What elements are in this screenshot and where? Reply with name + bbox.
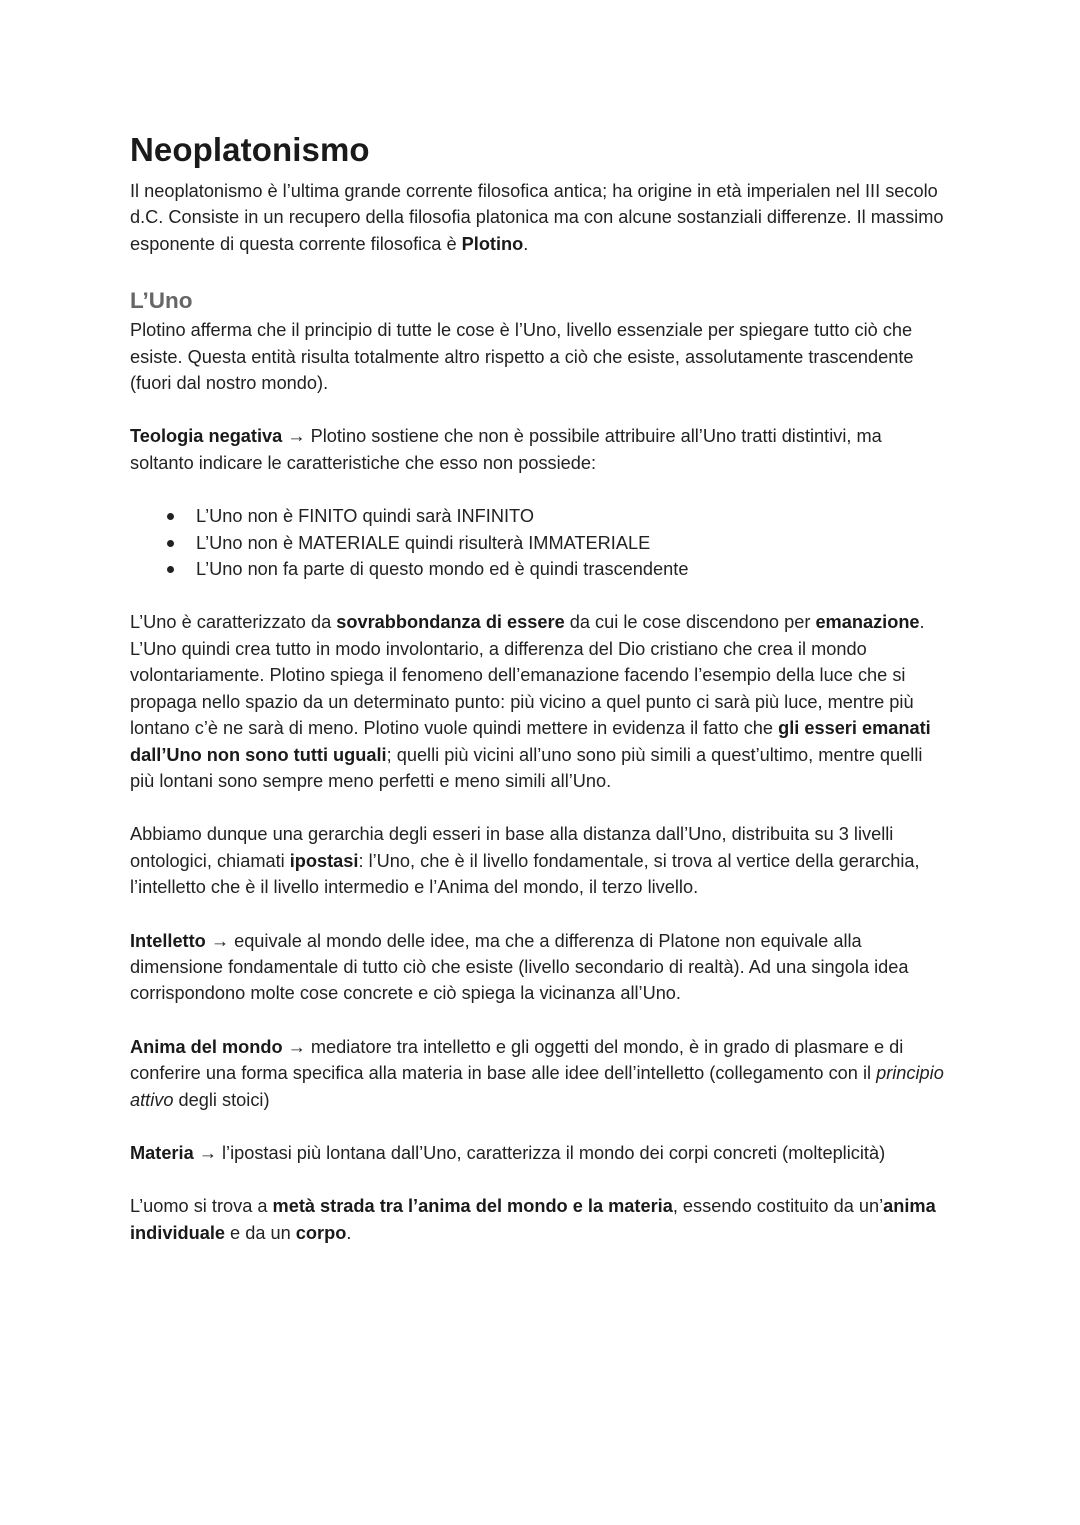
intelletto-term: Intelletto: [130, 930, 206, 951]
negative-attributes-list: [130, 503, 950, 582]
list-item-text: L’Uno non fa parte di questo mondo ed è quindi trascendente: [196, 559, 689, 580]
emanazione-text-4: ; quelli più vicini all’uno sono più simili a quest’ultimo, mentre quelli più lontani sono sempre meno perfetti e meno simili all’Uno.: [130, 744, 923, 791]
intro-text-2: .: [523, 233, 529, 254]
uomo-bold-1: metà strada tra l’anima del mondo e la materia: [272, 1196, 673, 1217]
gerarchia-paragraph: [130, 821, 950, 900]
emanazione-bold-2: emanazione: [815, 612, 920, 633]
gerarchia-text-1: Abbiamo dunque una gerarchia degli esseri in base alla distanza dall’Uno, distribuita su 3 livelli ontologici, chiamati: [130, 824, 894, 871]
bullet-icon: [167, 513, 174, 520]
gerarchia-text-2: : l’Uno, che è il livello fondamentale, si trova al vertice della gerarchia, l’intelletto che è il livello intermedio e l’Anima del mondo, il terzo livello.: [130, 850, 920, 898]
intelletto-paragraph: [130, 928, 950, 1007]
uomo-text-2: , essendo costituito da un’: [672, 1196, 884, 1217]
uomo-paragraph: [130, 1193, 950, 1246]
uomo-text-3: e da un: [225, 1222, 296, 1243]
anima-term: Anima del mondo: [130, 1036, 283, 1057]
list-item: [130, 530, 950, 556]
emanazione-bold-3: gli esseri emanati dall’Uno non sono tutti uguali: [130, 718, 931, 765]
intelletto-text: → equivale al mondo delle idee, ma che a differenza di Platone non equivale alla dimensione fondamentale di tutto ciò che esiste (livello secondario di realtà). Ad una singola idea corrispondono molte cose concrete e ciò spiega la vicinanza all’Uno.: [130, 930, 909, 1004]
anima-text-2: degli stoici): [173, 1089, 270, 1110]
teologia-text: → Plotino sostiene che non è possibile attribuire all’Uno tratti distintivi, ma soltanto indicare le caratteristiche che esso non possiede:: [130, 426, 882, 473]
anima-text-1: → mediatore tra intelletto e gli oggetti del mondo, è in grado di plasmare e di conferire una forma specifica alla materia in base alle idee dell’intelletto (collegamento con il: [130, 1036, 904, 1084]
emanazione-text-1: L’Uno è caratterizzato da: [130, 612, 337, 633]
anima-italic: principio attivo: [130, 1063, 944, 1110]
list-item-text: L’Uno non è MATERIALE quindi risulterà IMMATERIALE: [196, 532, 651, 553]
bullet-icon: [167, 540, 174, 547]
uno-paragraph: Plotino afferma che il principio di tutte le cose è l’Uno, livello essenziale per spiegare tutto ciò che esiste. Questa entità risulta totalmente altro rispetto a ciò che esiste, assolutamente trascendente (fuori dal nostro mondo).: [130, 320, 914, 394]
uomo-text-1: L’uomo si trova a: [130, 1196, 273, 1217]
emanazione-paragraph: [130, 609, 950, 794]
uomo-text-4: .: [346, 1222, 352, 1243]
list-item: [130, 503, 950, 529]
intro-paragraph: [130, 178, 950, 257]
page-title: Neoplatonismo: [130, 131, 370, 168]
anima-paragraph: [130, 1034, 950, 1113]
emanazione-bold-1: sovrabbondanza di essere: [336, 612, 565, 633]
section-heading-uno: L’Uno: [130, 288, 193, 314]
uomo-bold-3: corpo: [295, 1222, 347, 1243]
bullet-icon: [167, 566, 174, 573]
intro-bold-plotino: Plotino: [461, 233, 524, 254]
emanazione-text-3: . L’Uno quindi crea tutto in modo involontario, a differenza del Dio cristiano che crea il mondo volontariamente. Plotino spiega il fenomeno dell’emanazione facendo l’esempio della luce che si propaga nello spazio da un determinato punto: più vicino a quel punto ci sarà più luce, mentre più lontano c’è ne sarà di meno. Plotino vuole quindi mettere in evidenza il fatto che: [130, 612, 925, 739]
materia-text: → l’ipostasi più lontana dall’Uno, caratterizza il mondo dei corpi concreti (molteplicità): [193, 1142, 886, 1163]
gerarchia-bold-ipostasi: ipostasi: [289, 850, 359, 871]
teologia-paragraph: [130, 423, 950, 476]
teologia-term: Teologia negativa: [130, 426, 283, 447]
intro-text-1: Il neoplatonismo è l’ultima grande corrente filosofica antica; ha origine in età imperialen nel III secolo d.C. Consiste in un recupero della filosofia platonica ma con alcune sostanziali differenze. Il massimo esponente di questa corrente filosofica è: [130, 181, 944, 254]
uomo-bold-2: anima individuale: [130, 1196, 936, 1243]
materia-paragraph: [130, 1140, 950, 1166]
materia-term: Materia: [130, 1142, 194, 1163]
list-item: [130, 556, 950, 582]
list-item-text: L’Uno non è FINITO quindi sarà INFINITO: [196, 506, 534, 527]
emanazione-text-2: da cui le cose discendono per: [564, 612, 816, 633]
